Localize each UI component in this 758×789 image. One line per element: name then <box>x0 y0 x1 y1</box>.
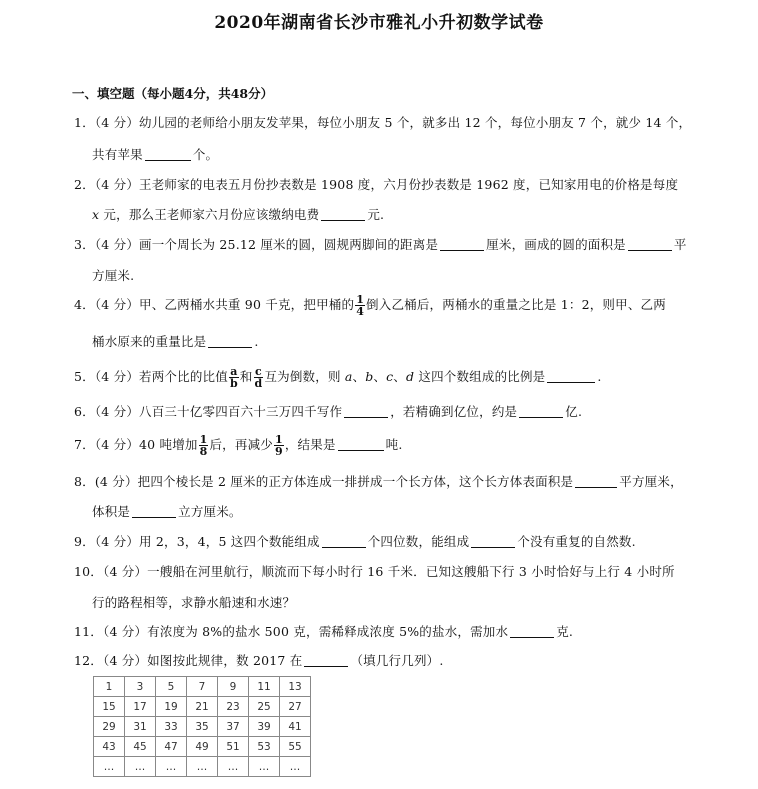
fraction-c-over-d: $\frac{c}{d}$ <box>254 365 263 390</box>
q5-text-c: 这四个数组成的比例是 <box>414 369 546 384</box>
grid-cell: 11 <box>249 677 280 697</box>
grid-cell: 23 <box>218 697 249 717</box>
q4-text-c: 桶水原来的重量比是 <box>92 334 207 349</box>
q8-text-d: 立方厘米。 <box>178 504 242 519</box>
q2-variable: x <box>92 207 100 222</box>
grid-cell: … <box>218 757 249 777</box>
question-11 <box>74 622 573 640</box>
grid-cell: 19 <box>156 697 187 717</box>
q9-text-b: 个四位数，能组成 <box>367 534 470 549</box>
grid-cell: 25 <box>249 697 280 717</box>
grid-cell: 15 <box>94 697 125 717</box>
grid-cell: 47 <box>156 737 187 757</box>
q1-text-b: 共有苹果 <box>92 147 143 162</box>
question-3-line-2 <box>92 266 134 284</box>
q6-text-c: 亿. <box>565 404 583 419</box>
question-2-line-2 <box>92 205 384 223</box>
grid-cell: 13 <box>280 677 311 697</box>
fraction-a-over-b: $\frac{a}{b}$ <box>229 365 238 390</box>
q8-text-b: 平方厘米， <box>619 474 683 489</box>
fraction-one-eighth: $\frac{1}{8}$ <box>199 433 208 458</box>
q9-text: 9．（4 分）用 2，3，4，5 这四个数能组成 <box>74 534 320 549</box>
number-grid-table <box>93 676 311 777</box>
q4-text-b: 倒入乙桶后，两桶水的重量之比是 1：2，则甲、乙两 <box>366 297 666 312</box>
q11-text: 11．（4 分）有浓度为 8%的盐水 500 克，需稀释成浓度 5%的盐水，需加水 <box>74 624 509 639</box>
q9-text-c: 个没有重复的自然数. <box>517 534 636 549</box>
grid-cell: … <box>125 757 156 777</box>
grid-cell: 37 <box>218 717 249 737</box>
q3-text-c: 平 <box>673 237 687 252</box>
grid-cell: 33 <box>156 717 187 737</box>
question-2-line-1 <box>74 175 678 193</box>
q2-text: 2．（4 分）王老师家的电表五月份抄表数是 1908 度，六月份抄表数是 1962 度，已知家用电的价格是每度 <box>74 177 679 192</box>
q5-text-d: . <box>597 369 602 384</box>
answer-blank[interactable] <box>575 475 617 488</box>
grid-row <box>94 697 311 717</box>
q10-text-b: 行的路程相等，求静水船速和水速？ <box>92 595 296 610</box>
question-1-line-1 <box>74 113 691 131</box>
grid-cell: 27 <box>280 697 311 717</box>
grid-cell: 29 <box>94 717 125 737</box>
grid-cell: … <box>187 757 218 777</box>
question-5: 5．（4 分）若两个比的比值 $\frac{a}{b}$ 和 $\frac{c}{d}$ 互为倒数，则 a、b、c、d 这四个数组成的比例是 . <box>74 365 602 390</box>
q4-text-d: . <box>254 334 259 349</box>
question-3-line-1 <box>74 235 687 253</box>
question-9 <box>74 532 636 550</box>
grid-cell: 17 <box>125 697 156 717</box>
answer-blank[interactable] <box>145 148 191 161</box>
q4-text: 4．（4 分）甲、乙两桶水共重 90 千克，把甲桶的 <box>74 297 355 312</box>
grid-cell: 39 <box>249 717 280 737</box>
answer-blank[interactable] <box>322 535 366 548</box>
grid-cell: 31 <box>125 717 156 737</box>
q7-text-d: 吨. <box>385 437 403 452</box>
answer-blank[interactable] <box>628 238 672 251</box>
answer-blank[interactable] <box>304 654 348 667</box>
q11-text-b: 克. <box>556 624 574 639</box>
fraction-one-quarter: $\frac{1}{4}$ <box>356 293 365 318</box>
question-6 <box>74 402 582 420</box>
question-10-line-2 <box>92 593 295 611</box>
q3-text: 3．（4 分）画一个周长为 25.12 厘米的圆，圆规两脚间的距离是 <box>74 237 439 252</box>
question-7 <box>74 434 403 457</box>
grid-cell: 41 <box>280 717 311 737</box>
answer-blank[interactable] <box>132 505 176 518</box>
answer-blank[interactable] <box>510 625 554 638</box>
grid-cell: 9 <box>218 677 249 697</box>
question-12 <box>74 651 444 669</box>
grid-cell: 55 <box>280 737 311 757</box>
answer-blank[interactable] <box>547 370 595 383</box>
q7-text-b: 后，再减少 <box>209 437 273 452</box>
fraction-one-ninth: $\frac{1}{9}$ <box>274 433 283 458</box>
grid-cell: … <box>280 757 311 777</box>
grid-cell: 53 <box>249 737 280 757</box>
question-8-line-2 <box>92 502 242 520</box>
grid-row <box>94 737 311 757</box>
q5-text: 5．（4 分）若两个比的比值 <box>74 369 228 384</box>
grid-cell: … <box>156 757 187 777</box>
q2-text-c: 元. <box>367 207 385 222</box>
answer-blank[interactable] <box>338 438 384 451</box>
grid-cell: 7 <box>187 677 218 697</box>
question-4-line-2 <box>92 332 259 350</box>
q12-text: 12．（4 分）如图按此规律，数 2017 在 <box>74 653 303 668</box>
grid-cell: 5 <box>156 677 187 697</box>
question-8-line-1 <box>74 472 683 490</box>
exam-title: 2020年湖南省长沙市雅礼小升初数学试卷 <box>214 13 544 33</box>
q8-text: 8．(4 分）把四个棱长是 2 厘米的正方体连成一排拼成一个长方体，这个长方体表面积是 <box>74 474 574 489</box>
question-4-line-1 <box>74 294 666 317</box>
section-heading: 一、填空题（每小题4分，共48分） <box>72 86 274 101</box>
grid-cell: 51 <box>218 737 249 757</box>
q3-text-b: 厘米，画成的圆的面积是 <box>486 237 626 252</box>
grid-row <box>94 677 311 697</box>
q2-text-b: 元，那么王老师家六月份应该缴纳电费 <box>99 207 320 222</box>
q7-text: 7．（4 分）40 吨增加 <box>74 437 198 452</box>
q6-text: 6．（4 分）八百三十亿零四百六十三万四千写作 <box>74 404 343 419</box>
q10-text: 10．（4 分）一艘船在河里航行，顺流而下每小时行 16 千米．已知这艘船下行 3 小时恰好与上行 4 小时所 <box>74 564 675 579</box>
grid-cell: 45 <box>125 737 156 757</box>
grid-cell: 43 <box>94 737 125 757</box>
grid-cell: 3 <box>125 677 156 697</box>
answer-blank[interactable] <box>471 535 515 548</box>
q7-text-c: ，结果是 <box>284 437 336 452</box>
q6-text-b: ，若精确到亿位，约是 <box>390 404 518 419</box>
answer-blank[interactable] <box>208 335 252 348</box>
question-10-line-1 <box>74 562 675 580</box>
answer-blank[interactable] <box>344 405 388 418</box>
grid-cell: … <box>94 757 125 777</box>
q3-text-d: 方厘米. <box>92 268 135 283</box>
q5-text-b: 互为倒数，则 <box>264 369 345 384</box>
answer-blank[interactable] <box>440 238 484 251</box>
grid-cell: 49 <box>187 737 218 757</box>
grid-cell: 1 <box>94 677 125 697</box>
grid-row <box>94 717 311 737</box>
q1-text-c: 个。 <box>192 147 219 162</box>
question-1-line-2 <box>92 145 218 163</box>
q12-text-b: （填几行几列）. <box>350 653 444 668</box>
answer-blank[interactable] <box>321 208 365 221</box>
q8-text-c: 体积是 <box>92 504 131 519</box>
answer-blank[interactable] <box>519 405 563 418</box>
grid-row <box>94 757 311 777</box>
grid-cell: … <box>249 757 280 777</box>
grid-cell: 21 <box>187 697 218 717</box>
grid-cell: 35 <box>187 717 218 737</box>
q1-text: 1．（4 分）幼儿园的老师给小朋友发苹果，每位小朋友 5 个，就多出 12 个，每位小朋友 7 个，就少 14 个， <box>74 115 692 130</box>
